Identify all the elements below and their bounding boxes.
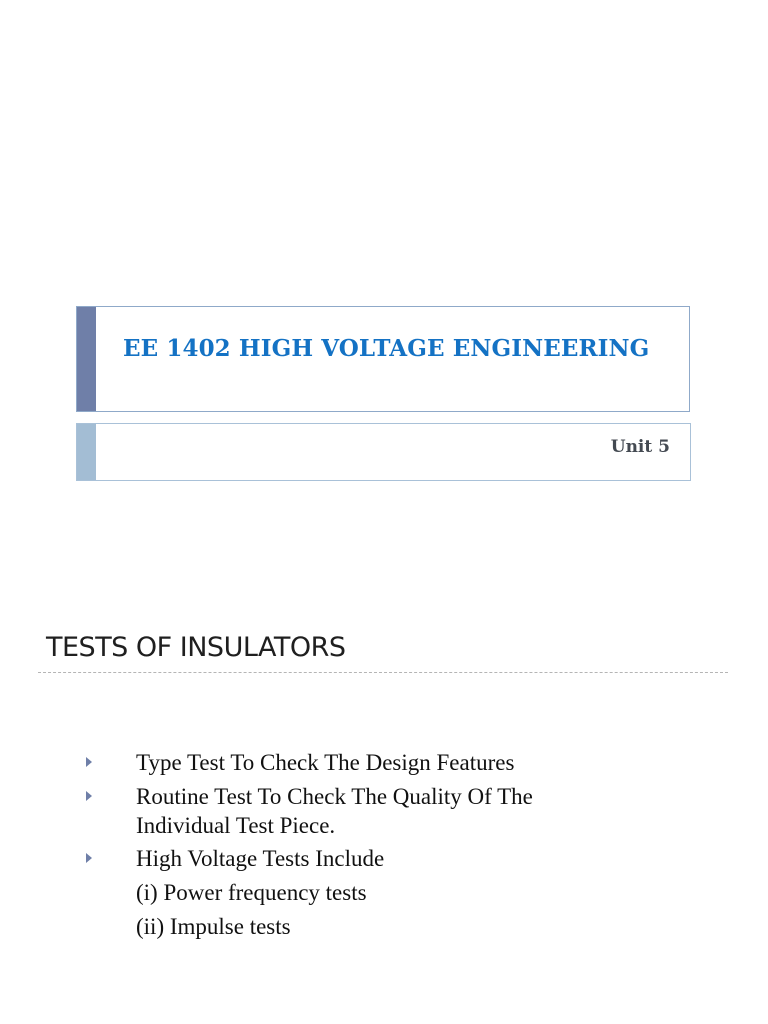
section-heading: TESTS OF INSULATORS [46, 632, 346, 663]
list-item-text: Routine Test To Check The Quality Of The [136, 784, 533, 809]
title-accent-bar [77, 307, 96, 411]
slide-title: EE 1402 HIGH VOLTAGE ENGINEERING [123, 335, 650, 362]
heading-divider [38, 672, 728, 673]
list-item-text: Type Test To Check The Design Features [136, 750, 515, 775]
slide-subtitle: Unit 5 [610, 437, 670, 457]
list-item-text: (ii) Impulse tests [136, 914, 291, 939]
list-item-text: Individual Test Piece. [136, 813, 336, 838]
subtitle-box [76, 423, 691, 481]
triangle-right-icon [86, 853, 92, 863]
list-item-text: (i) Power frequency tests [136, 880, 367, 905]
list-item-text: High Voltage Tests Include [136, 846, 385, 871]
triangle-right-icon [86, 791, 92, 801]
subtitle-accent-bar [77, 424, 96, 480]
triangle-right-icon [86, 757, 92, 767]
title-box [76, 306, 690, 412]
